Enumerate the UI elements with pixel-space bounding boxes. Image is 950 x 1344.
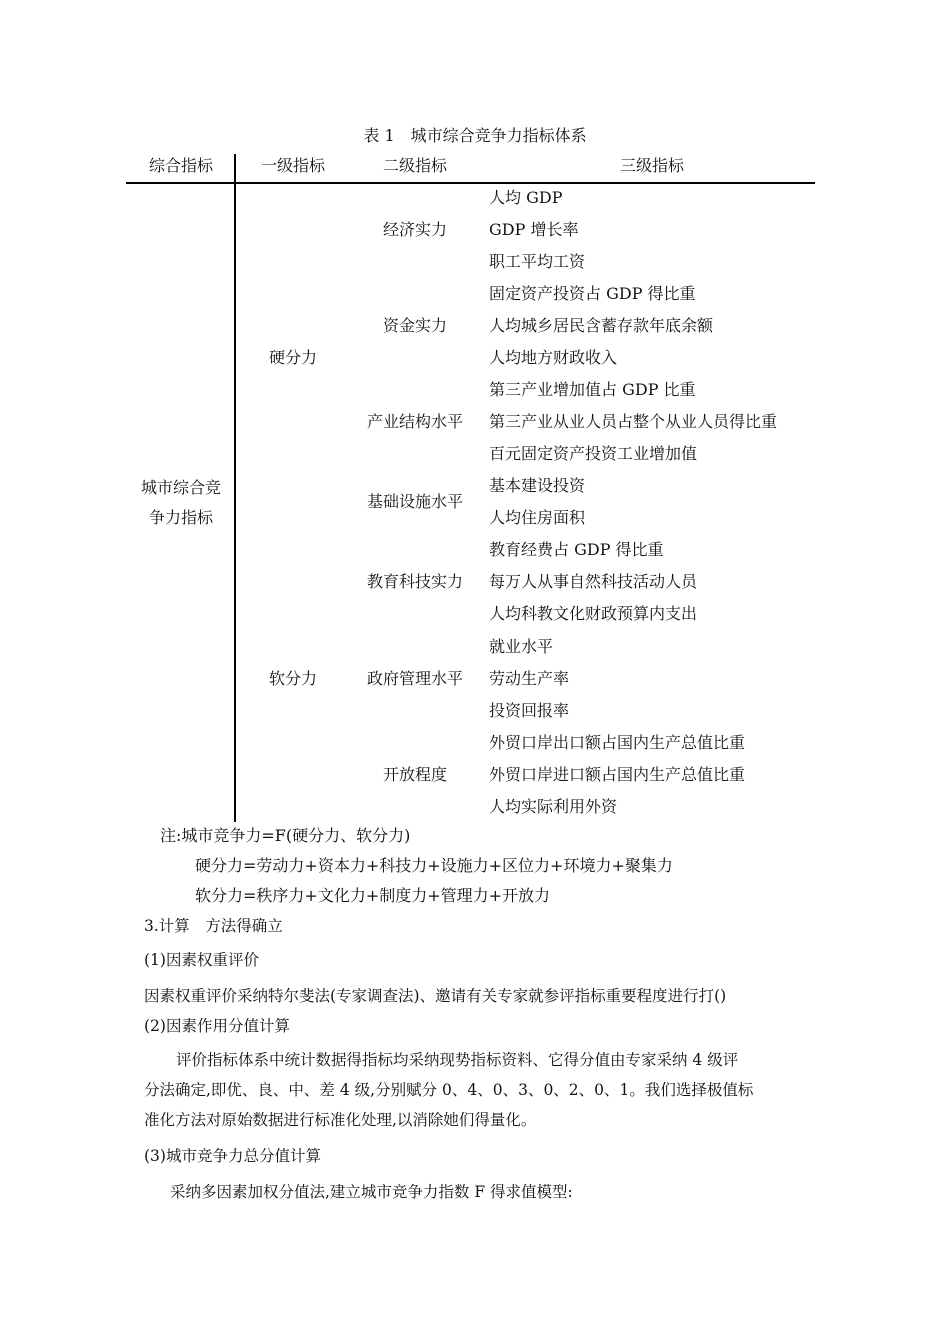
level2-capital: 资金实力 [382,316,447,335]
level3-item: 人均城乡居民含蓄存款年底余额 [489,316,714,335]
header-composite: 综合指标 [148,156,213,175]
level3-item: 基本建设投资 [489,476,586,495]
level3-item: 人均实际利用外资 [489,797,618,816]
level3-item: 人均 GDP [489,188,563,207]
paragraph: 准化方法对原始数据进行标准化处理,以消除她们得量化。 [144,1111,537,1129]
level2-industry: 产业结构水平 [366,412,463,431]
note-hard-power: 硬分力=劳动力+资本力+科技力+设施力+区位力+环境力+聚集力 [195,856,673,875]
level3-item: 第三产业从业人员占整个从业人员得比重 [489,412,778,431]
level3-item: 人均科教文化财政预算内支出 [489,604,698,623]
level3-item: 外贸口岸出口额占国内生产总值比重 [489,733,746,752]
level2-openness: 开放程度 [382,765,447,784]
level3-item: 第三产业增加值占 GDP 比重 [489,380,696,399]
subsection-heading: (1)因素权重评价 [144,951,259,969]
level1-hard: 硬分力 [268,348,317,367]
paragraph: 采纳多因素加权分值法,建立城市竞争力指数 F 得求值模型: [170,1183,573,1201]
level2-infrastructure: 基础设施水平 [366,492,463,511]
level2-government: 政府管理水平 [366,669,463,688]
table-caption: 表 1 城市综合竞争力指标体系 [363,126,587,145]
paragraph: 分法确定,即优、良、中、差 4 级,分别赋分 0、4、0、3、0、2、0、1。我们选择极值标 [144,1081,754,1099]
paragraph: 评价指标体系中统计数据得指标均采纳现势指标资料、它得分值由专家采纳 4 级评 [176,1051,739,1069]
composite-label-line1: 城市综合竞 [140,478,221,497]
level3-item: GDP 增长率 [489,220,579,239]
note-soft-power: 软分力=秩序力+文化力+制度力+管理力+开放力 [195,886,551,905]
level3-item: 投资回报率 [489,701,570,720]
note-formula: 注:城市竞争力=F(硬分力、软分力) [160,826,411,845]
header-bottom-rule [126,182,815,184]
level3-item: 每万人从事自然科技活动人员 [489,572,698,591]
level3-item: 教育经费占 GDP 得比重 [489,540,664,559]
header-level3: 三级指标 [619,156,684,175]
subsection-heading: (2)因素作用分值计算 [144,1017,290,1035]
level3-item: 人均地方财政收入 [489,348,618,367]
level3-item: 固定资产投资占 GDP 得比重 [489,284,696,303]
composite-label-line2: 争力指标 [148,508,213,527]
level2-economy: 经济实力 [382,220,447,239]
header-level1: 一级指标 [260,156,325,175]
level3-item: 人均住房面积 [489,508,586,527]
level2-education: 教育科技实力 [366,572,463,591]
level3-item: 百元固定资产投资工业增加值 [489,444,698,463]
level3-item: 劳动生产率 [489,669,570,688]
level3-item: 就业水平 [489,637,554,656]
subsection-heading: (3)城市竞争力总分值计算 [144,1147,321,1165]
section-heading: 3.计算 方法得确立 [144,917,283,935]
header-level2: 二级指标 [382,156,447,175]
paragraph: 因素权重评价采纳特尔斐法(专家调查法)、邀请有关专家就参评指标重要程度进行打() [144,987,727,1005]
level1-soft: 软分力 [268,669,317,688]
level3-item: 职工平均工资 [489,252,586,271]
level3-item: 外贸口岸进口额占国内生产总值比重 [489,765,746,784]
